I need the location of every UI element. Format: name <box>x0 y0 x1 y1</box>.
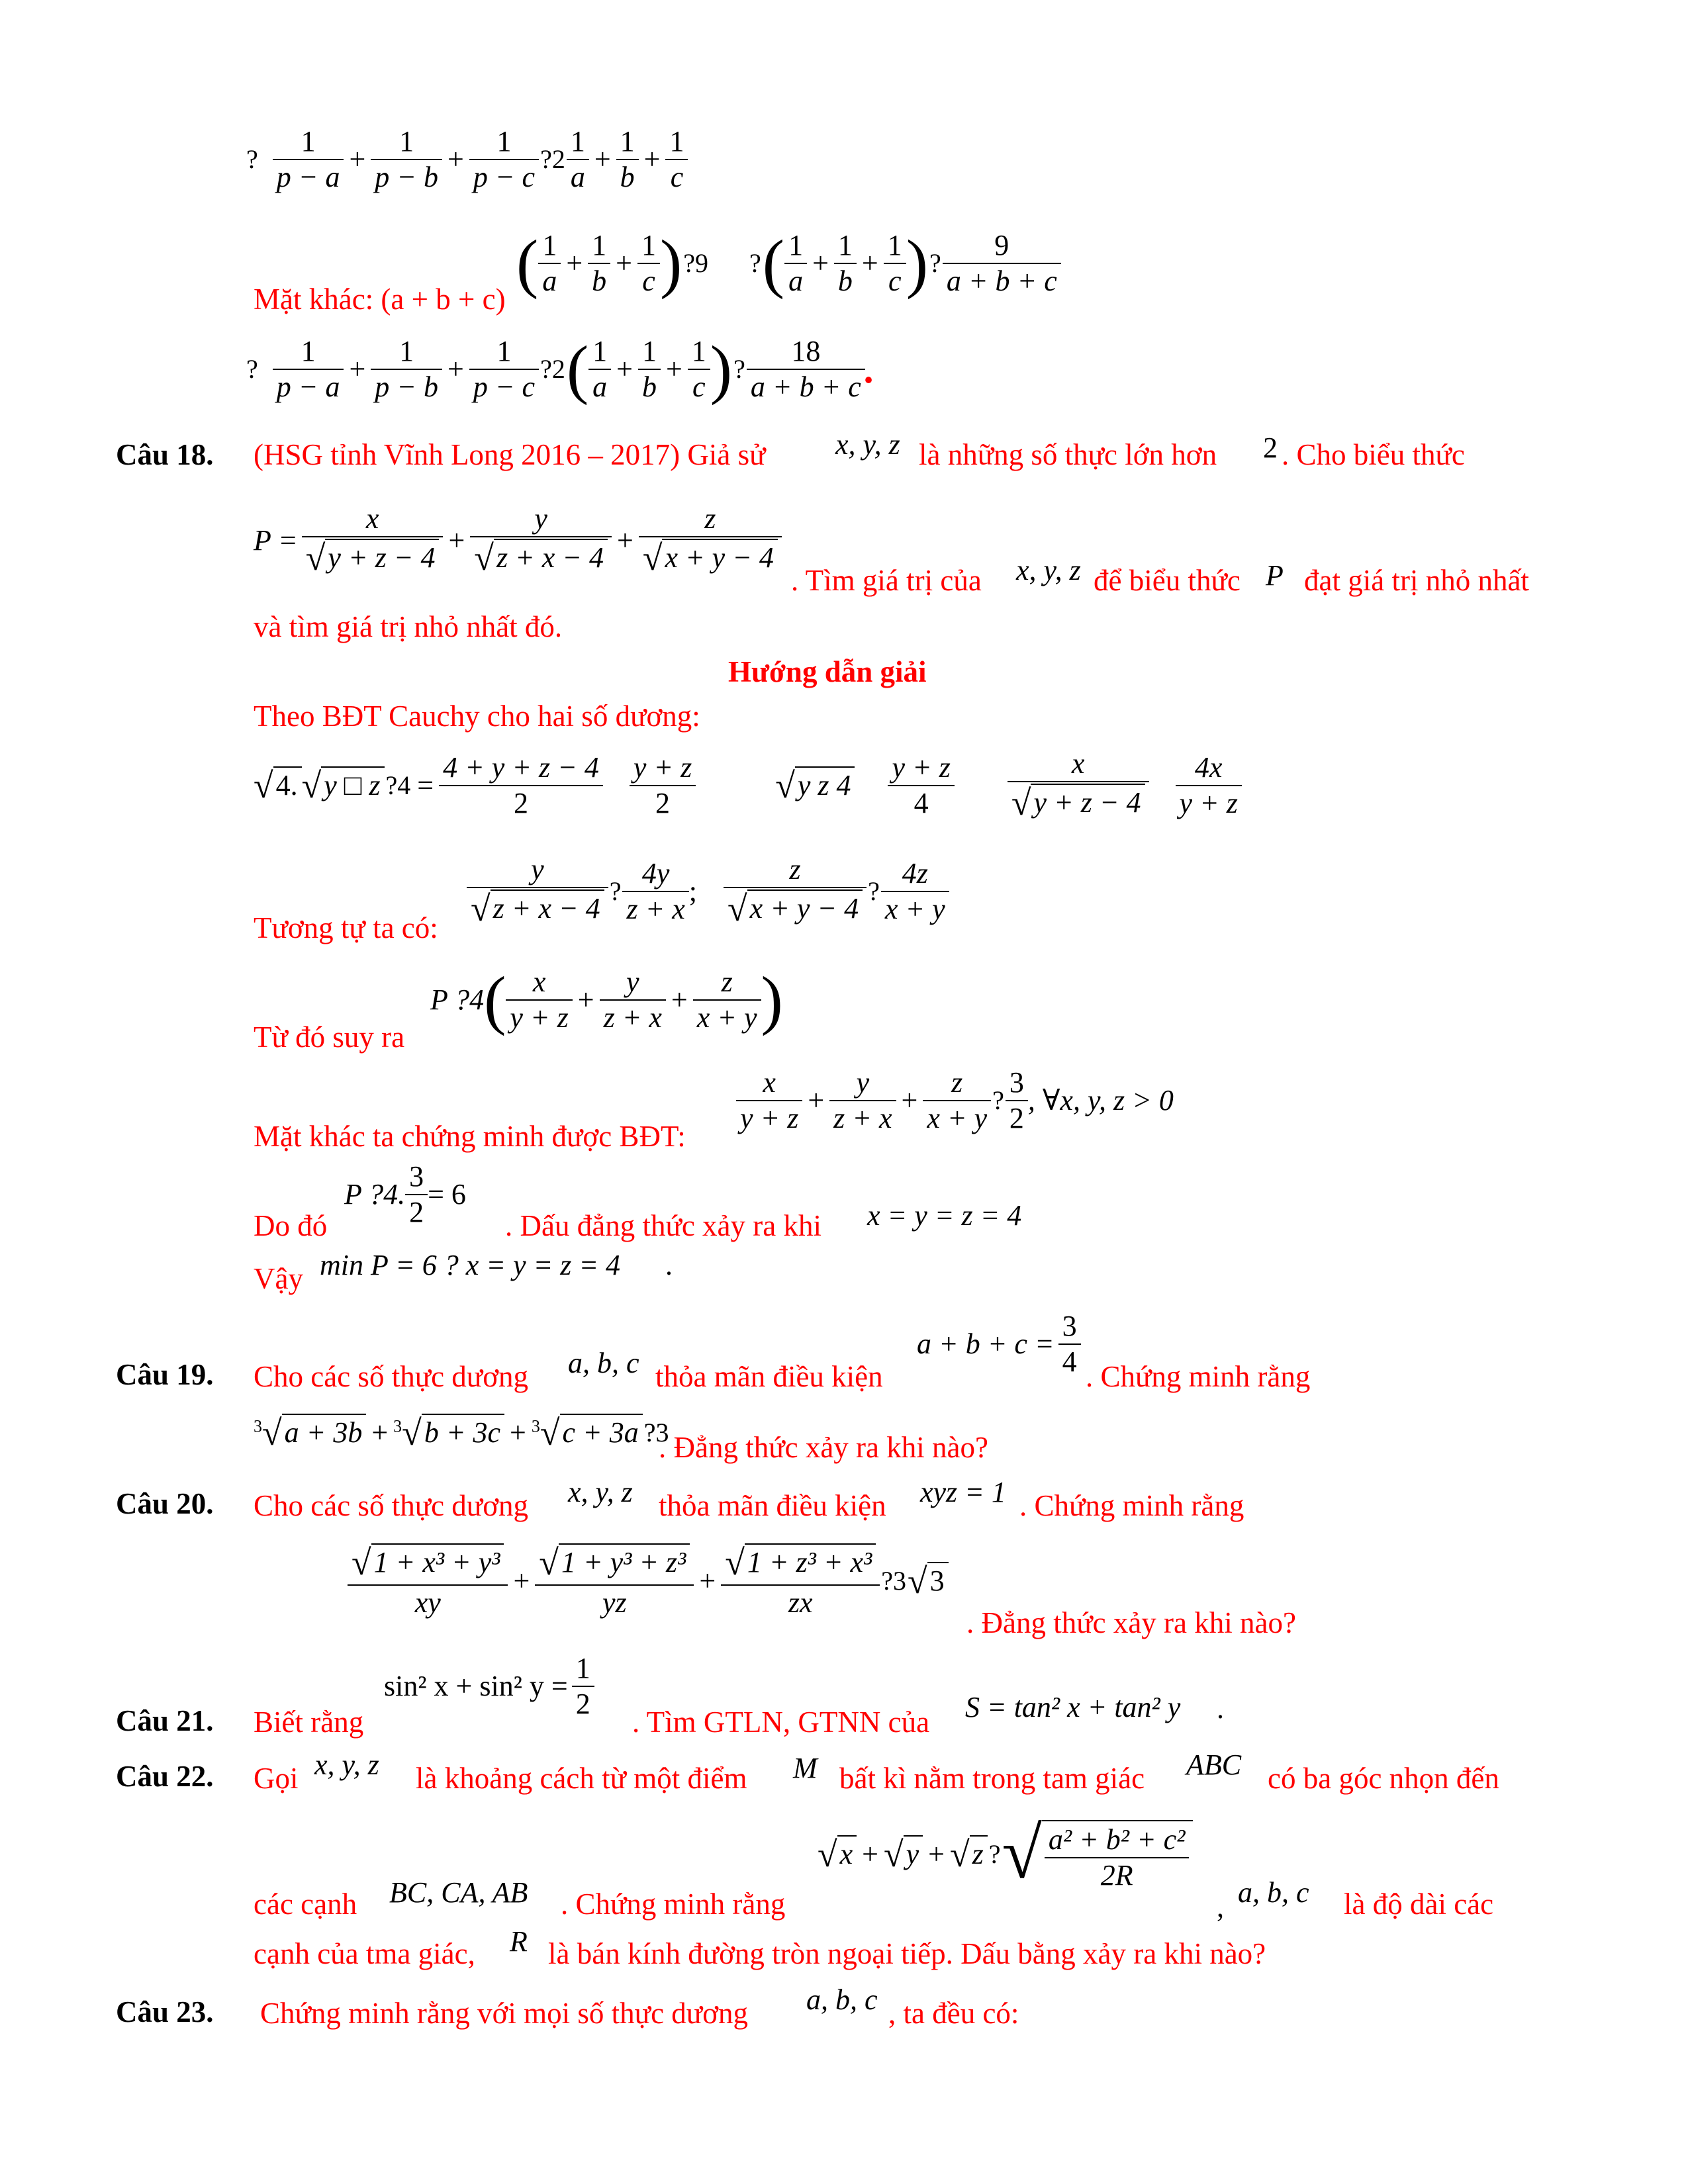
derivation-line-3: ? $\frac{1}{p - a}$ + $\frac{1}{p - b}$ + $\frac{1}{p - c}$ ?2 ( $\frac{1}{a}$ + $\frac{1}{b}$ + $\frac{1}{c}$ ) ? $\frac{18}{a + b + c}$ . <box>246 332 875 406</box>
fraction: $\frac{3}{4}$ <box>1058 1309 1081 1379</box>
q18-two: 2 <box>1263 432 1278 464</box>
q22-text-a: Gọi <box>254 1762 299 1795</box>
q19-text-b: thỏa mãn điều kiện <box>655 1360 883 1393</box>
derivation-line-2b: ? ( $\frac{1}{a}$ + $\frac{1}{b}$ + $\frac{1}{c}$ ) ? $\frac{9}{a + b + c}$ <box>748 228 1061 298</box>
fraction: $\frac{1}{b}$ <box>638 334 661 404</box>
q18-vars: x, y, z <box>835 428 900 461</box>
nesbitt-inequality: $\frac{x}{y + z}$ + $\frac{y}{z + x}$ + $\frac{z}{x + y}$ ? $\frac{3}{2}$ , ∀x, y, z > 0 <box>736 1066 1174 1136</box>
q19-text-a: Cho các số thực dương <box>254 1360 528 1393</box>
mat-khac-label: Mặt khác: (a + b + c) <box>254 283 506 316</box>
q20-text-b: thỏa mãn điều kiện <box>659 1489 886 1522</box>
q18-text-b: là những số thực lớn hơn <box>919 438 1217 471</box>
q19-text-d: . Đẳng thức xảy ra khi nào? <box>659 1431 988 1464</box>
fraction: $\frac{y}{√z + x - 4}$ <box>470 502 612 580</box>
question-21-label: Câu 21. <box>116 1704 214 1737</box>
fraction: $\frac{1}{a}$ <box>567 124 589 195</box>
guide-title: Hướng dẫn giải <box>728 655 927 688</box>
fraction: $\frac{1}{c}$ <box>637 228 660 298</box>
q20-text-c: . Chứng minh rằng <box>1019 1489 1244 1522</box>
derivation-line-1: ? $\frac{1}{p - a}$ + $\frac{1}{p - b}$ + $\frac{1}{p - c}$ ?2 $\frac{1}{a}$ + $\frac{1}{b}$ + $\frac{1}{c}$ <box>245 124 688 195</box>
fraction: $\frac{y + z}{4}$ <box>888 751 954 821</box>
q18-text-g: và tìm giá trị nhỏ nhất đó. <box>254 610 563 643</box>
fraction: $\frac{4 + y + z - 4}{2}$ <box>439 751 603 821</box>
q22-text-e: các cạnh <box>254 1888 357 1921</box>
placeholder-glyph: ?2 <box>540 144 565 174</box>
derivation-line-2a: ( $\frac{1}{a}$ + $\frac{1}{b}$ + $\frac{1}{c}$ ) ?9 <box>516 226 709 300</box>
equality-condition: x = y = z = 4 <box>867 1199 1022 1232</box>
placeholder-glyph: ?4 <box>385 770 411 800</box>
fraction: $\frac{1}{2}$ <box>572 1651 594 1721</box>
min-result-dot: . <box>665 1249 673 1281</box>
question-23-label: Câu 23. <box>116 1995 214 2028</box>
q19-inequality: $^3$√a + 3b + $^3$√b + 3c + $^3$√c + 3a ?3 <box>254 1413 669 1453</box>
fraction: $\frac{y + z}{2}$ <box>630 751 696 821</box>
question-22-label: Câu 22. <box>116 1760 214 1793</box>
mat-khac-2-label: Mặt khác ta chứng minh được BĐT: <box>254 1120 686 1153</box>
q22-R: R <box>510 1925 528 1958</box>
q21-condition: sin² x + sin² y = $\frac{1}{2}$ <box>384 1651 594 1721</box>
q22-side-lengths: a, b, c <box>1238 1876 1309 1909</box>
fraction: $\frac{x}{y + z}$ <box>506 965 572 1035</box>
q22-text-d: có ba góc nhọn đến <box>1268 1762 1499 1795</box>
q22-text-g: là độ dài các <box>1344 1888 1494 1921</box>
q22-text-c: bất kì nằm trong tam giác <box>839 1762 1145 1795</box>
fraction: $\frac{z}{x + y}$ <box>693 965 761 1035</box>
do-do-derivation: P ?4. $\frac{3}{2}$ = 6 <box>344 1160 466 1228</box>
fraction: $\frac{1}{a}$ <box>784 228 807 298</box>
q19-condition: a + b + c = $\frac{3}{4}$ <box>917 1309 1081 1379</box>
fraction: $\frac{1}{p - c}$ <box>469 124 539 195</box>
fraction: $\frac{9}{a + b + c}$ <box>943 228 1061 298</box>
q20-inequality: $\frac{\text{√1 + x³ + y³}}{xy}$ + $\frac{\text{√1 + y³ + z³}}{yz}$ + $\frac{\text{√1 + z³ + x³}}{zx}$ ?3 √3 <box>348 1542 949 1620</box>
q18-text-e: để biểu thức <box>1094 564 1241 597</box>
q22-text-h: cạnh của tma giác, <box>254 1937 475 1970</box>
fraction: $\frac{1}{a}$ <box>588 334 611 404</box>
fraction: $\frac{1}{c}$ <box>688 334 710 404</box>
end-dot: . <box>865 347 875 391</box>
do-do-label: Do đó <box>254 1209 328 1242</box>
fraction: $\frac{y}{√z + x - 4}$ <box>467 852 608 931</box>
fraction: $\frac{4x}{y + z}$ <box>1176 751 1242 821</box>
placeholder-glyph: ? <box>868 876 880 906</box>
fraction: $\frac{y}{z + x}$ <box>600 965 666 1035</box>
q18-text-f: đạt giá trị nhỏ nhất <box>1304 564 1529 597</box>
fraction: $\frac{x}{√y + z - 4}$ <box>1008 747 1149 825</box>
cauchy-derivation: √4. √y □ z ?4 = $\frac{4 + y + z - 4}{2}$ $\frac{y + z}{2}$ √y z 4 $\frac{y + z}{4}$ $\frac{x}{√y + z - 4}$ $\frac{4x}{y + z}$ <box>254 747 1242 825</box>
fraction: $\frac{1}{p - b}$ <box>371 124 442 195</box>
q22-comma: , <box>1217 1891 1224 1923</box>
q21-text-a: Biết rằng <box>254 1706 364 1739</box>
question-18-label: Câu 18. <box>116 438 214 471</box>
fraction: $\frac{z}{x + y}$ <box>923 1066 991 1136</box>
question-19-label: Câu 19. <box>116 1358 214 1391</box>
q21-expression: S = tan² x + tan² y <box>965 1691 1181 1723</box>
q22-sides: BC, CA, AB <box>389 1876 528 1909</box>
fraction: $\frac{x}{y + z}$ <box>736 1066 802 1136</box>
fraction: $\frac{1}{b}$ <box>588 228 610 298</box>
tuong-tu-label: Tương tự ta có: <box>254 911 438 944</box>
fraction: $\frac{1}{p - b}$ <box>371 334 442 404</box>
q23-text-b: , ta đều có: <box>888 1997 1019 2030</box>
placeholder-glyph: ?9 <box>683 248 709 278</box>
fraction: $\frac{1}{b}$ <box>616 124 639 195</box>
fraction: $\frac{1}{c}$ <box>884 228 906 298</box>
q20-text-a: Cho các số thực dương <box>254 1489 528 1522</box>
fraction: $\frac{3}{2}$ <box>405 1160 428 1230</box>
fraction: $\frac{4y}{z + x}$ <box>622 856 688 927</box>
placeholder-glyph: ?3 <box>643 1418 669 1447</box>
placeholder-glyph: ?2 <box>540 353 565 384</box>
q18-P: P <box>1266 559 1284 592</box>
q19-vars: a, b, c <box>568 1347 639 1379</box>
q22-text-f: . Chứng minh rằng <box>561 1888 786 1921</box>
q18-vars-2: x, y, z <box>1016 554 1081 586</box>
fraction: $\frac{\text{a² + b² + c²}}{2R}$ <box>1045 1823 1190 1893</box>
cauchy-line: Theo BĐT Cauchy cho hai số dương: <box>254 700 700 733</box>
fraction: $\frac{4z}{x + y}$ <box>881 856 949 927</box>
q21-text-b: . Tìm GTLN, GTNN của <box>632 1706 930 1739</box>
q22-inequality: √x + √y + √z ? √ $\frac{\text{a² + b² + c²}}{2R}$ <box>818 1817 1193 1893</box>
placeholder-glyph: ?3 <box>881 1565 907 1596</box>
placeholder-glyph: ? <box>246 353 258 384</box>
placeholder-glyph: ? <box>929 248 941 278</box>
q20-text-d: . Đẳng thức xảy ra khi nào? <box>966 1606 1296 1639</box>
fraction: $\frac{1}{b}$ <box>834 228 857 298</box>
placeholder-glyph: ? <box>733 353 745 384</box>
fraction: $\frac{18}{a + b + c}$ <box>747 334 865 404</box>
q23-vars: a, b, c <box>806 1983 878 2016</box>
equality-condition-text: . Dấu đẳng thức xảy ra khi <box>505 1209 821 1242</box>
q18-expression: P = $\frac{x}{√y + z - 4}$ + $\frac{y}{√z + x - 4}$ + $\frac{z}{√x + y - 4}$ <box>254 502 782 580</box>
q22-vars: x, y, z <box>314 1749 379 1781</box>
q20-vars: x, y, z <box>568 1476 633 1508</box>
q21-dot: . <box>1217 1692 1224 1725</box>
vay-label: Vậy <box>254 1262 303 1295</box>
placeholder-glyph: ? <box>246 144 258 174</box>
fraction: $\frac{z}{√x + y - 4}$ <box>639 502 782 580</box>
fraction: $\frac{y}{z + x}$ <box>829 1066 896 1136</box>
q22-point-M: M <box>793 1752 818 1784</box>
placeholder-glyph: ? <box>609 876 622 906</box>
placeholder-glyph: ? <box>988 1839 1001 1870</box>
q22-text-b: là khoảng cách từ một điểm <box>416 1762 747 1795</box>
fraction: $\frac{1}{p - a}$ <box>273 334 344 404</box>
fraction: $\frac{1}{p - a}$ <box>273 124 344 195</box>
min-result: min P = 6 ? x = y = z = 4 <box>320 1249 621 1281</box>
placeholder-glyph: ? <box>992 1085 1004 1115</box>
fraction: $\frac{1}{a}$ <box>538 228 561 298</box>
q22-triangle: ABC <box>1186 1749 1242 1781</box>
similar-inequalities: $\frac{y}{√z + x - 4}$ ? $\frac{4y}{z + x}$ ; $\frac{z}{√x + y - 4}$ ? $\frac{4z}{x + y}$ <box>467 852 949 931</box>
q18-text-d: . Tìm giá trị của <box>791 564 982 597</box>
fraction: $\frac{1}{p - c}$ <box>469 334 539 404</box>
q23-text-a: Chứng minh rằng với mọi số thực dương <box>260 1997 748 2030</box>
fraction: $\frac{\text{√1 + z³ + x³}}{zx}$ <box>721 1542 880 1620</box>
q22-text-i: là bán kính đường tròn ngoại tiếp. Dấu bằng xảy ra khi nào? <box>548 1937 1266 1970</box>
q19-text-c: . Chứng minh rằng <box>1086 1360 1311 1393</box>
from-that-derivation: P ?4 ( $\frac{x}{y + z}$ + $\frac{y}{z + x}$ + $\frac{z}{x + y}$ ) <box>430 962 783 1036</box>
q18-text-a: (HSG tỉnh Vĩnh Long 2016 – 2017) Giả sử <box>254 438 766 471</box>
fraction: $\frac{x}{√y + z - 4}$ <box>302 502 444 580</box>
fraction: $\frac{\text{√1 + x³ + y³}}{xy}$ <box>348 1542 508 1620</box>
fraction: $\frac{z}{√x + y - 4}$ <box>724 852 867 931</box>
q18-text-c: . Cho biểu thức <box>1282 438 1465 471</box>
q20-condition: xyz = 1 <box>920 1476 1006 1508</box>
fraction: $\frac{1}{c}$ <box>665 124 688 195</box>
tu-do-label: Từ đó suy ra <box>254 1021 405 1054</box>
placeholder-glyph: ? <box>749 248 761 278</box>
fraction: $\frac{3}{2}$ <box>1006 1066 1028 1136</box>
question-20-label: Câu 20. <box>116 1487 214 1520</box>
fraction: $\frac{\text{√1 + y³ + z³}}{yz}$ <box>535 1542 694 1620</box>
